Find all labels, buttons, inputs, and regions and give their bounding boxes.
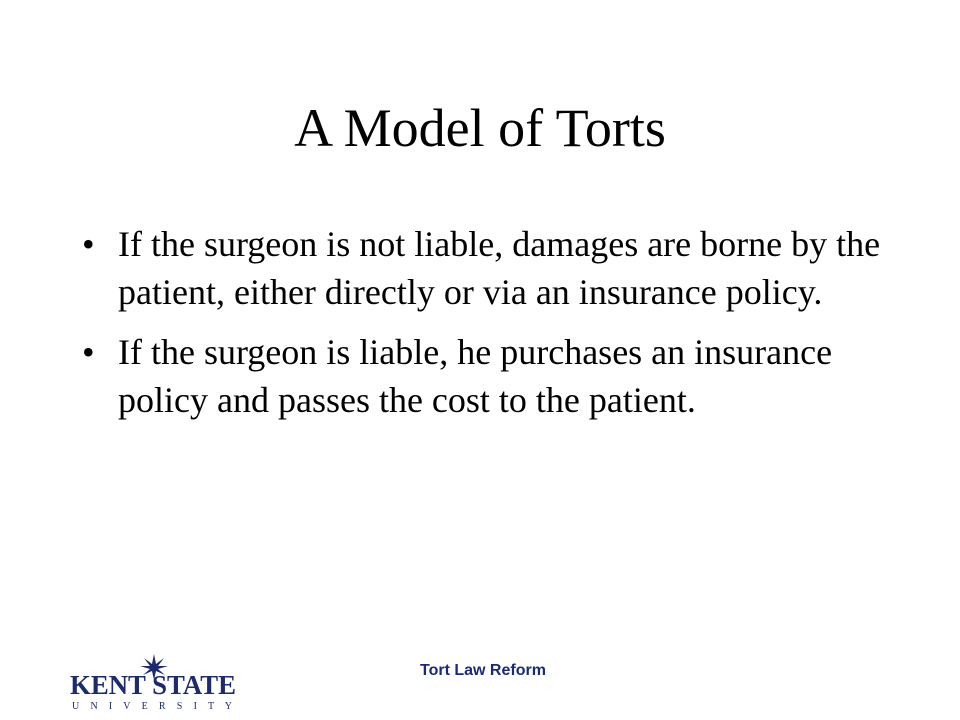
bullet-item-2: [82, 328, 882, 424]
footer-text: Tort Law Reform: [420, 662, 546, 679]
kent-state-logo: [70, 652, 240, 712]
logo-university: U N I V E R S I T Y: [72, 701, 233, 712]
bullet-marker: •: [82, 224, 95, 264]
bullet-list: [82, 220, 882, 436]
bullet-text: If the surgeon is not liable, damages are borne by the patient, either directly or via an insurance policy.: [118, 224, 881, 312]
slide-title: A Model of Torts: [294, 98, 666, 158]
logo-wordmark: KENT STATE: [70, 670, 236, 700]
bullet-item-1: [82, 220, 882, 316]
bullet-text: If the surgeon is liable, he purchases an insurance policy and passes the cost to the patient.: [118, 332, 833, 420]
bullet-marker: •: [82, 332, 95, 372]
